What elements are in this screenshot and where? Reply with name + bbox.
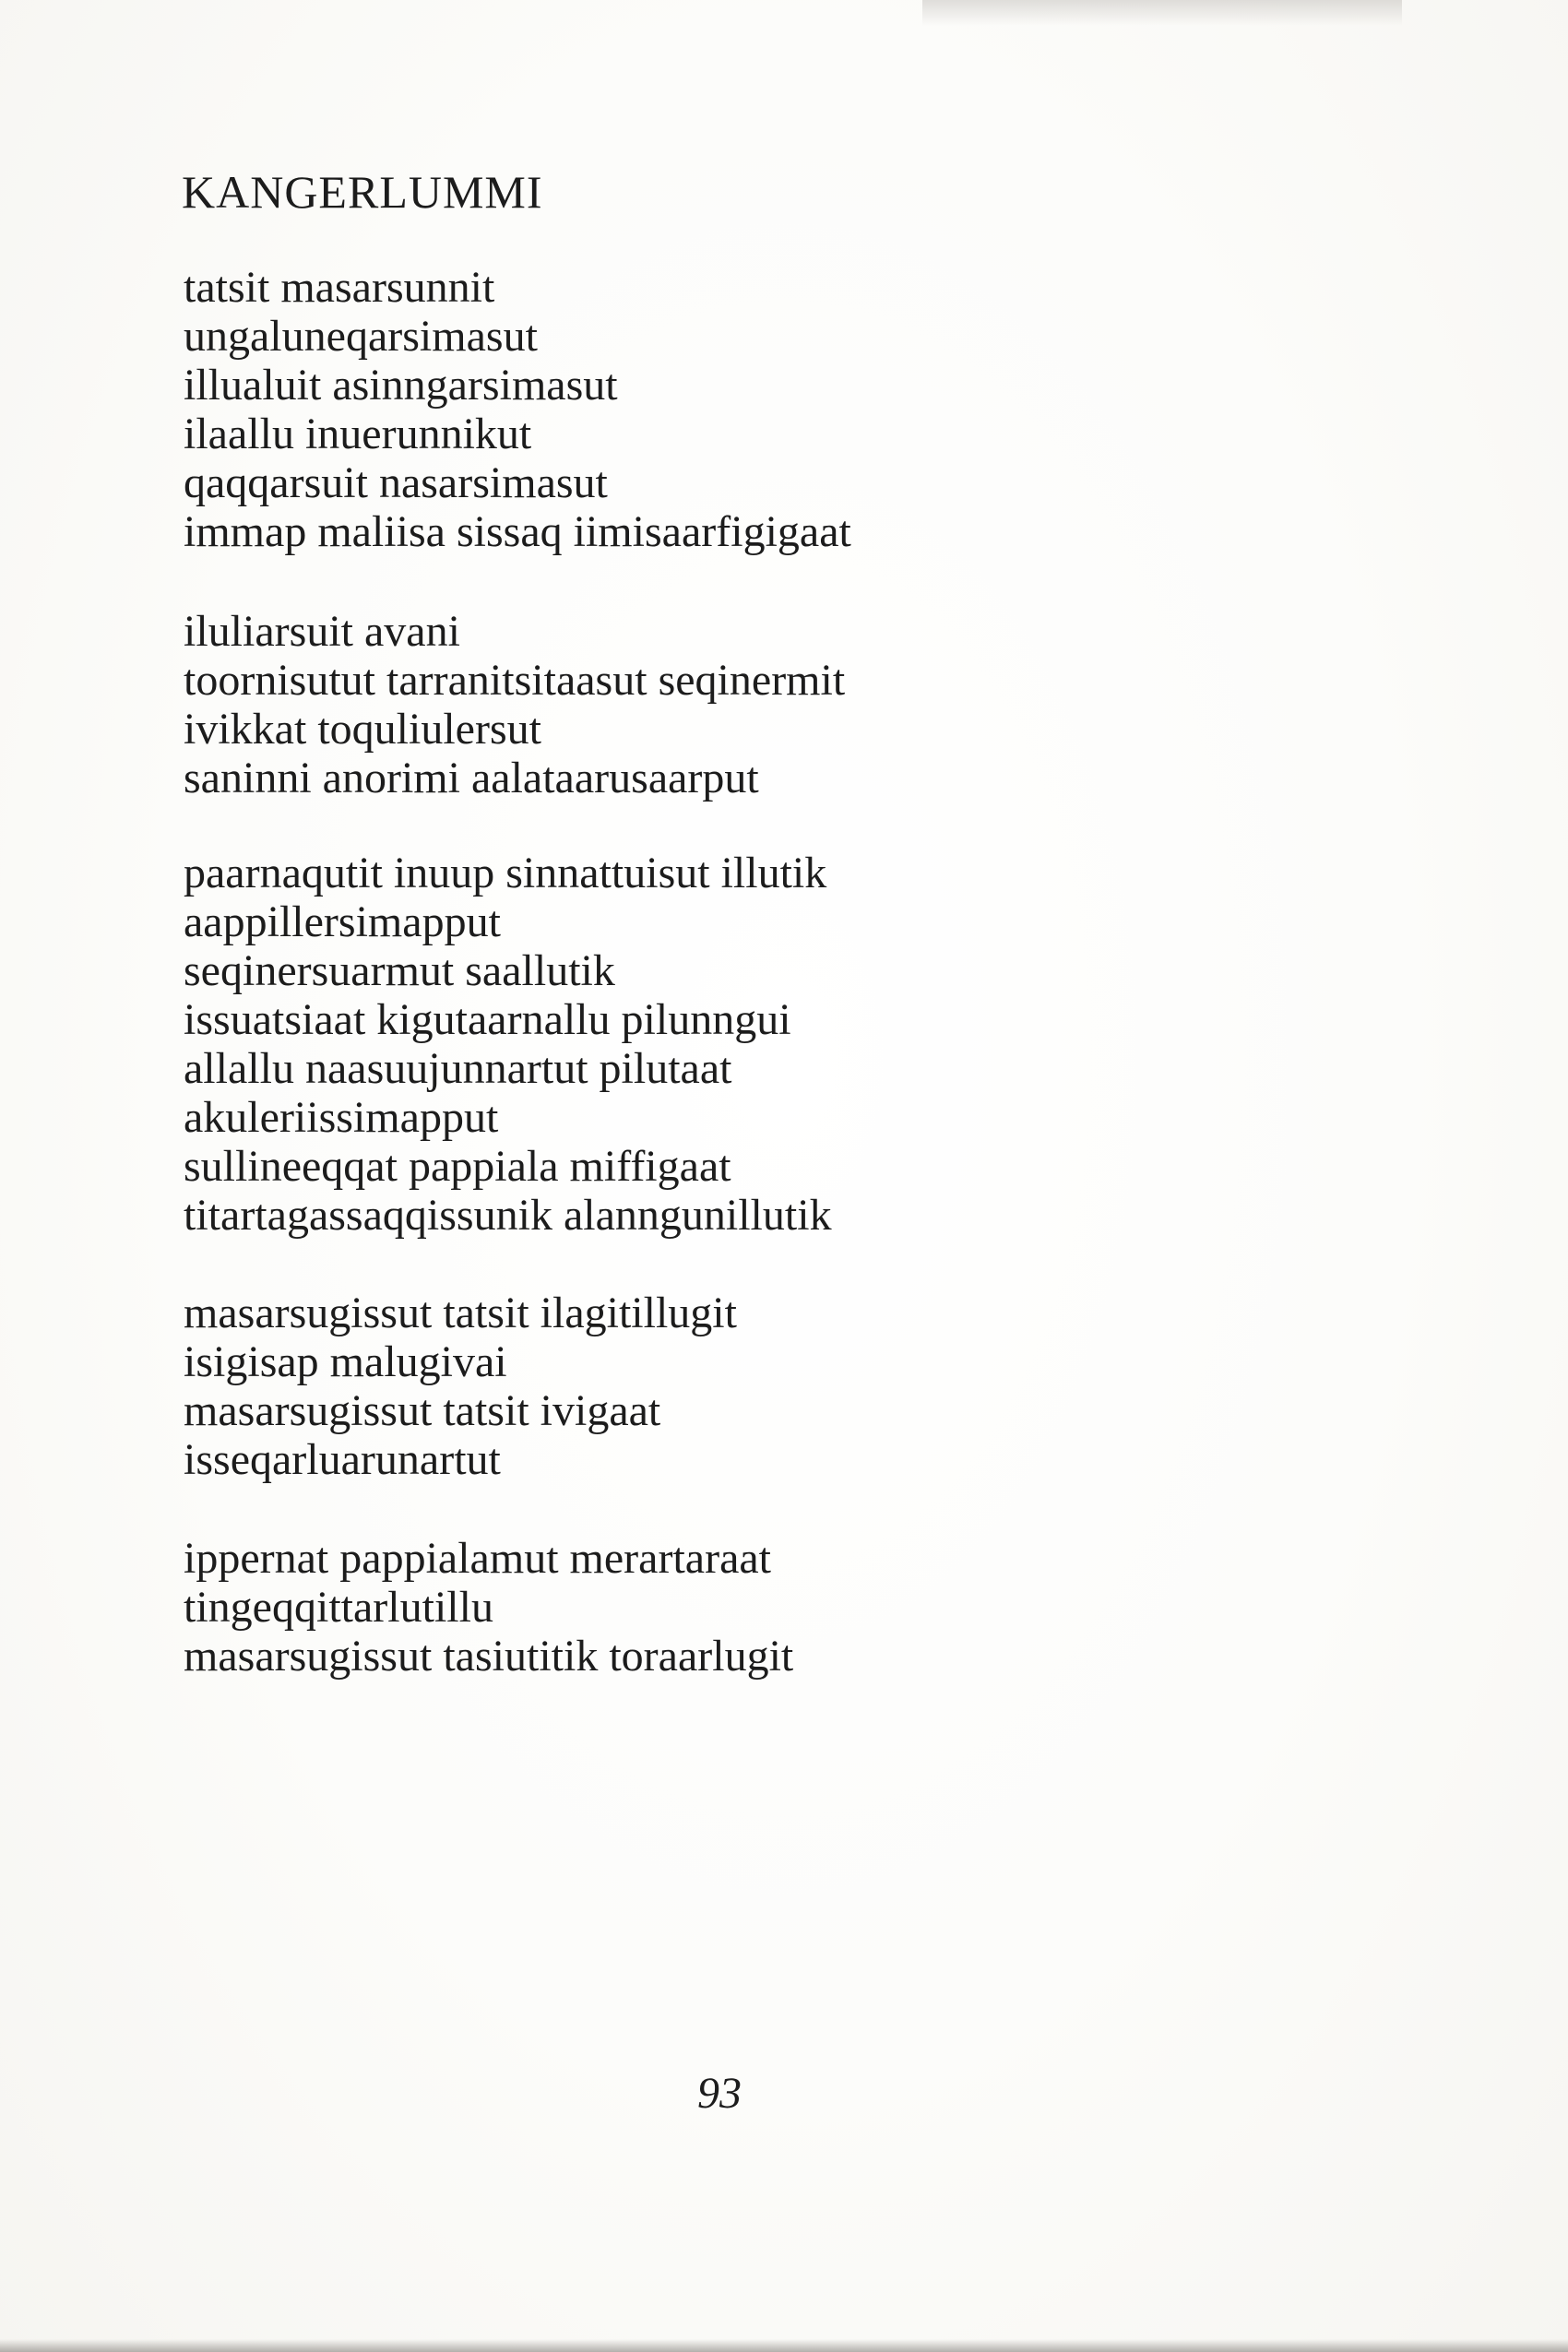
- scan-shadow-bottom: [0, 2339, 1568, 2352]
- poem-line: allallu naasuujunnartut pilutaat: [184, 1044, 732, 1093]
- poem-line: immap maliisa sissaq iimisaarfigigaat: [184, 507, 851, 556]
- poem-line: toornisutut tarranitsitaasut seqinermit: [184, 656, 846, 705]
- poem-line: issuatsiaat kigutaarnallu pilunngui: [184, 995, 791, 1044]
- poem-line: isseqarluarunartut: [184, 1435, 501, 1484]
- poem-line: masarsugissut tatsit ilagitillugit: [184, 1289, 737, 1337]
- poem-line: isigisap malugivai: [184, 1337, 507, 1386]
- poem-line: ivikkat toquliulersut: [184, 705, 541, 754]
- stanza-4: [184, 1289, 737, 1484]
- scan-shadow-top: [922, 0, 1402, 26]
- poem-line: saninni anorimi aalataarusaarput: [184, 754, 759, 802]
- poem-line: ungaluneqarsimasut: [184, 312, 538, 361]
- poem-line: aappillersimapput: [184, 897, 501, 946]
- poem-line: tingeqqittarlutillu: [184, 1583, 493, 1632]
- page-number: 93: [697, 2069, 742, 2118]
- poem-title: KANGERLUMMI: [182, 166, 543, 218]
- poem-line: seqinersuarmut saallutik: [184, 946, 615, 995]
- poem-line: masarsugissut tasiutitik toraarlugit: [184, 1632, 794, 1681]
- poem-line: ippernat pappialamut merartaraat: [184, 1534, 772, 1583]
- poem-line: titartagassaqqissunik alanngunillutik: [184, 1191, 832, 1240]
- poem-line: tatsit masarsunnit: [184, 263, 495, 312]
- stanza-1: [184, 263, 851, 556]
- poem-line: illualuit asinngarsimasut: [184, 361, 618, 410]
- poem-line: qaqqarsuit nasarsimasut: [184, 458, 608, 507]
- stanza-3: [184, 849, 832, 1240]
- poem-line: iluliarsuit avani: [184, 607, 460, 656]
- poem-line: paarnaqutit inuup sinnattuisut illutik: [184, 849, 827, 897]
- stanza-5: [184, 1534, 793, 1681]
- poem-line: ilaallu inuerunnikut: [184, 410, 532, 458]
- stanza-2: [184, 607, 845, 802]
- poem-line: akuleriissimapput: [184, 1093, 499, 1142]
- poem-line: masarsugissut tatsit ivigaat: [184, 1386, 661, 1435]
- poem-line: sullineeqqat pappiala miffigaat: [184, 1142, 731, 1191]
